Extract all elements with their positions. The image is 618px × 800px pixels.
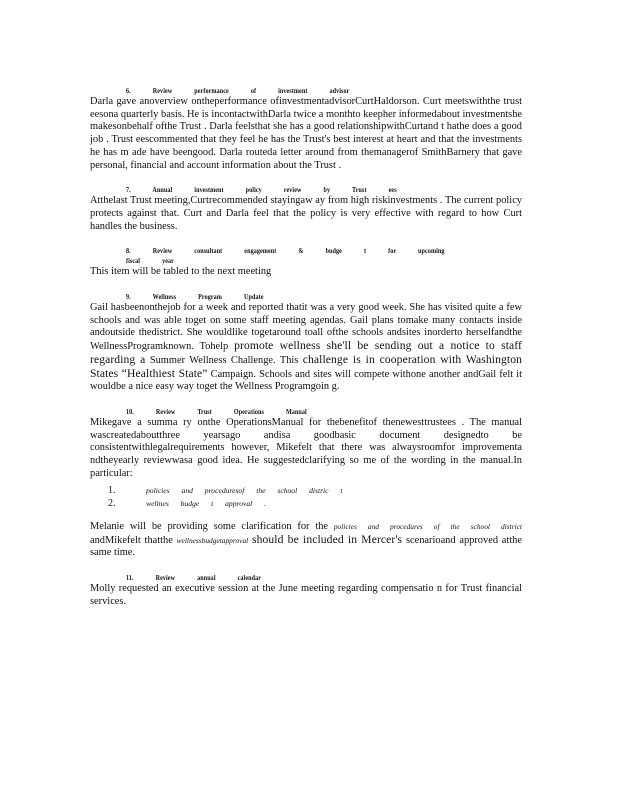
paragraph-text: Gail hasbeenonthejob for a week and reported thatit was a very good week. She has visited quite a few schools and was able toget on some staff meeting agendas. Gail plans tomake many contacts inside andoutside thedistrict. She wouldlike togetaround toall ofthe schools andsites inorderto herselfandthe WellnessProgramknown. Tohelp <box>90 302 522 353</box>
numbered-list <box>90 485 522 510</box>
paragraph-text: Melanie will be providing some clarification for the <box>90 520 329 532</box>
section-paragraph: This item will be tabled to the next meeting <box>90 266 272 278</box>
document-page <box>90 86 522 608</box>
paragraph-text: scenarioand approved atthe same time. <box>90 534 522 559</box>
section-paragraph: Mikegave a summa ry onthe OperationsManual for thebenefitof thenewesttrustees . The manual wascreatedaboutthree yearsago andisa goodbasic document designedto be consistentwithlegalrequirements however, Mikefelt that there was alwaysroomfor improvementa ndtheyearly reviewwasa good idea. He suggestedclarifying so me of the wording in the manual.In particular: <box>90 416 522 479</box>
paragraph-italic-text: wellnessbudgetapproval <box>176 535 249 545</box>
section-paragraph <box>90 521 522 560</box>
section-heading: 7. Annual investment policy review by Trust ees <box>126 186 397 195</box>
paragraph-text: challenge is in cooperation with Washington States “Healthiest State” <box>90 352 522 380</box>
list-text: policies and proceduresof the school distric t <box>146 486 343 496</box>
paragraph-text: andMikefelt thatthe <box>90 534 173 546</box>
list-number: 1. <box>108 485 116 497</box>
section-10 <box>90 407 522 560</box>
list-number: 2. <box>108 498 116 510</box>
section-6 <box>90 86 522 172</box>
section-7 <box>90 185 522 233</box>
section-8 <box>90 246 522 279</box>
section-11 <box>90 573 522 608</box>
section-heading: 8. Review consultant engagement & budge t for upcoming fiscal year <box>126 247 445 266</box>
section-heading: 9. Wellness Program Update <box>126 293 264 302</box>
section-paragraph <box>90 302 522 394</box>
paragraph-text: Campaign. Schools and sites will compete withone another andGail felt it wouldbe a nice easy way toget the Wellness Programgoin g. <box>90 368 523 393</box>
list-item <box>90 498 522 511</box>
paragraph-text: promote wellness she'll be sending out a notice to staff regarding a <box>90 339 522 366</box>
section-9 <box>90 292 522 394</box>
paragraph-text: should be included in Mercer's <box>251 532 403 546</box>
paragraph-italic-text: policies and procedures of the school district <box>333 521 522 531</box>
section-heading: 10. Review Trust Operations Manual <box>126 407 307 416</box>
section-paragraph: Molly requested an executive session at the June meeting regarding compensatio n for Trust financial services. <box>90 582 522 607</box>
paragraph-text: Summer Wellness Challenge. This <box>149 354 299 366</box>
list-text: wellnes budge t approval . <box>146 499 267 509</box>
list-item <box>90 485 522 498</box>
section-paragraph: Darla gave anoverview ontheperformance ofinvestmentadvisorCurtHaldorson. Curt meetswiththe trust eesona quarterly basis. He is incontactwithDarla twice a monthto keepher informedabout investmentshe makesonbehalf ofthe Trust . Darla feelsthat she has a good relationshipwithCurtand t hathe does a good job . Trust eescommented that they feel he has the Trust's best interest at heart and that the investments he has m ade have beengood. Darla routeda letter around from themanagerof SmithBarnery that gave personal, financial and account information about the Trust . <box>90 96 522 171</box>
section-heading: 6. Review performance of investment advisor <box>126 87 350 95</box>
section-heading: 11. Review annual calendar <box>126 573 262 582</box>
section-paragraph: Atthelast Trust meeting,Curtrecommended stayingaw ay from high riskinvestments . The current policy protects against that. Curt and Darla feel that the policy is very effective with regard to how Curt handles the business. <box>90 195 522 232</box>
